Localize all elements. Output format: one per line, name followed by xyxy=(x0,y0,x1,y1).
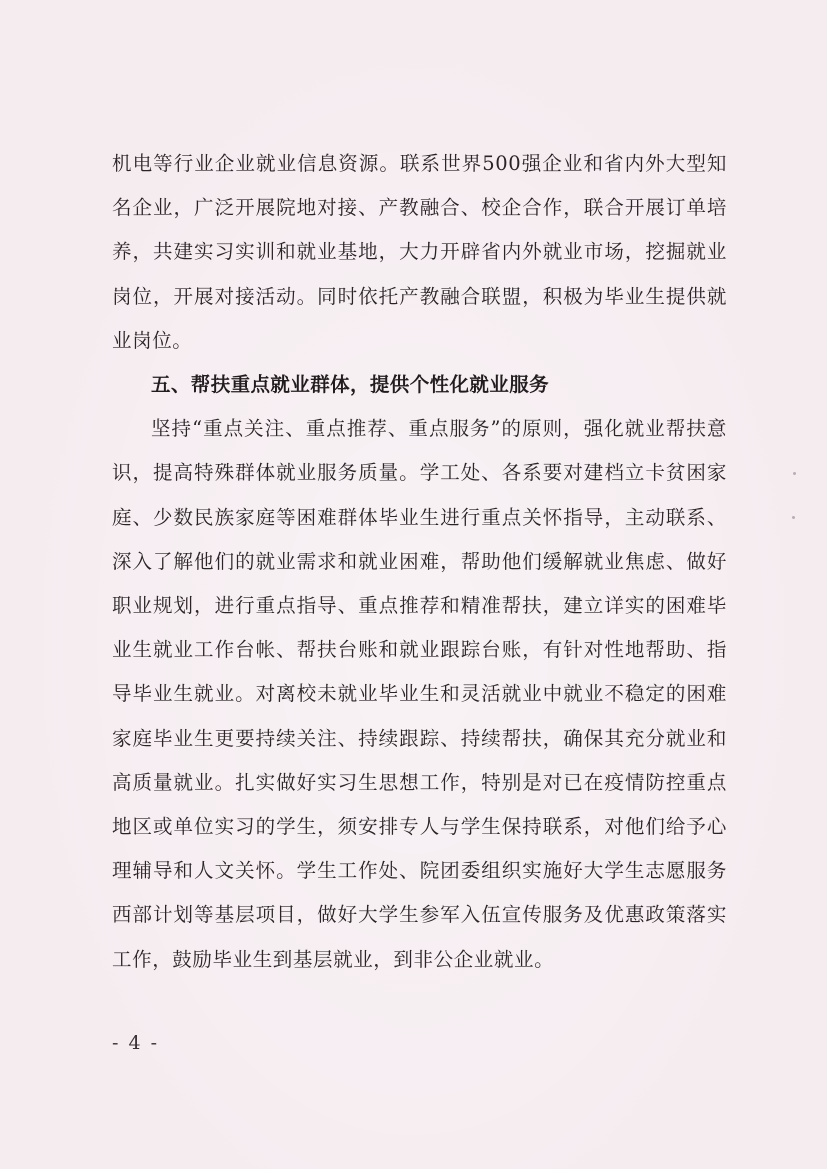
section-heading: 五、帮扶重点就业群体，提供个性化就业服务 xyxy=(151,373,550,397)
scan-speck xyxy=(793,472,796,475)
continued-paragraph: 机电等行业企业就业信息资源。联系世界500强企业和省内外大型知名企业，广泛开展院地对接、产教融合、校企合作，联合开展订单培养，共建实习实训和就业基地，大力开辟省内外就业市场，挖掘就业岗位，开展对接活动。同时依托产教融合联盟，积极为毕业生提供就业岗位。 xyxy=(112,152,727,352)
document-body xyxy=(112,142,727,982)
scan-speck xyxy=(792,516,795,519)
main-paragraph: 坚持“重点关注、重点推荐、重点服务”的原则，强化就业帮扶意识，提高特殊群体就业服务质量。学工处、各系要对建档立卡贫困家庭、少数民族家庭等困难群体毕业生进行重点关怀指导，主动联系、深入了解他们的就业需求和就业困难，帮助他们缓解就业焦虑、做好职业规划，进行重点指导、重点推荐和精准帮扶，建立详实的困难毕业生就业工作台帐、帮扶台账和就业跟踪台账，有针对性地帮助、指导毕业生就业。对离校未就业毕业生和灵活就业中就业不稳定的困难家庭毕业生更要持续关注、持续跟踪、持续帮扶，确保其充分就业和高质量就业。扎实做好实习生思想工作，特别是对已在疫情防控重点地区或单位实习的学生，须安排专人与学生保持联系，对他们给予心理辅导和人文关怀。学生工作处、院团委组织实施好大学生志愿服务西部计划等基层项目，做好大学生参军入伍宣传服务及优惠政策落实工作，鼓励毕业生到基层就业，到非公企业就业。 xyxy=(112,417,727,971)
page-number: - 4 - xyxy=(112,1032,160,1054)
